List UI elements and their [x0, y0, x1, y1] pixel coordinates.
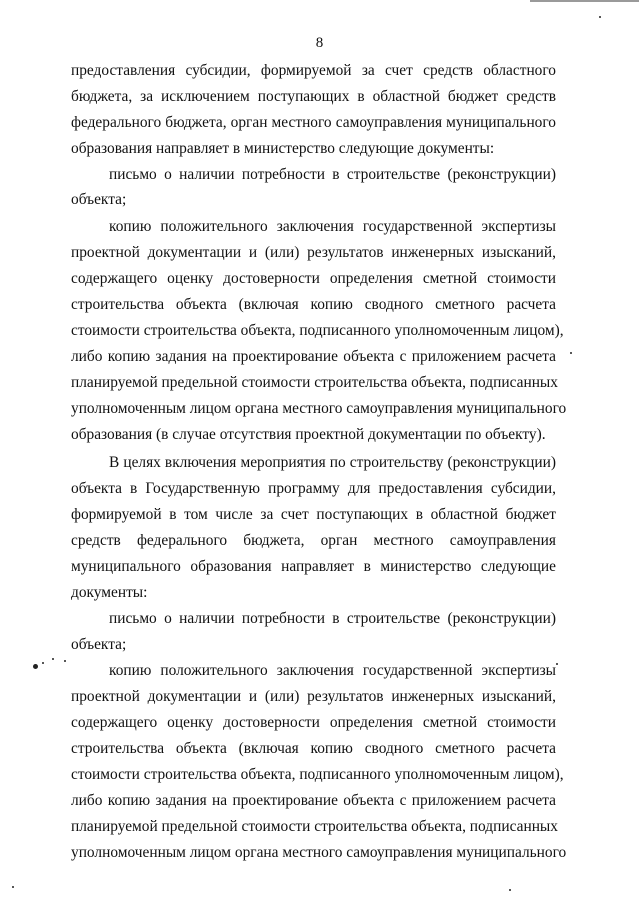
text-line: письмо о наличии потребности в строительстве (реконструкции): [109, 166, 556, 183]
scan-speck: [570, 352, 572, 354]
scan-speck: [556, 663, 558, 665]
text-line: федерального бюджета, орган местного самоуправления муниципального: [71, 114, 556, 131]
text-line: объекта;: [71, 636, 127, 653]
page-number: 8: [315, 35, 324, 51]
text-line: средств федерального бюджета, орган местного самоуправления: [71, 532, 556, 549]
text-line: документы:: [71, 584, 148, 601]
text-line: уполномоченным лицом органа местного самоуправления муниципального: [71, 844, 567, 861]
text-line: содержащего оценку достоверности определения сметной стоимости: [71, 270, 556, 287]
scan-speck: [599, 16, 601, 18]
text-line: объекта в Государственную программу для предоставления субсидии,: [71, 480, 556, 497]
text-line: объекта;: [71, 191, 127, 208]
text-line: содержащего оценку достоверности определения сметной стоимости: [71, 714, 556, 731]
text-line: копию положительного заключения государственной экспертизы: [109, 662, 556, 679]
text-line: образования (в случае отсутствия проектной документации по объекту).: [71, 426, 546, 443]
text-line: планируемой предельной стоимости строительства объекта, подписанных: [71, 374, 558, 391]
text-line: либо копию задания на проектирование объекта с приложением расчета: [71, 348, 556, 365]
text-line: муниципального образования направляет в министерство следующие: [71, 558, 556, 575]
text-line: формируемой в том числе за счет поступающих в областной бюджет: [71, 506, 556, 523]
text-line: бюджета, за исключением поступающих в областной бюджет средств: [71, 88, 556, 105]
text-line: копию положительного заключения государственной экспертизы: [109, 218, 556, 235]
text-line: планируемой предельной стоимости строительства объекта, подписанных: [71, 818, 558, 835]
text-line: письмо о наличии потребности в строительстве (реконструкции): [109, 610, 556, 627]
scan-speck: [64, 660, 66, 662]
text-line: строительства объекта (включая копию сводного сметного расчета: [71, 296, 556, 313]
text-line: уполномоченным лицом органа местного самоуправления муниципального: [71, 400, 567, 417]
scan-speck: [509, 889, 511, 891]
text-line: проектной документации и (или) результатов инженерных изысканий,: [71, 244, 556, 261]
scan-speck: [33, 664, 38, 669]
text-line: стоимости строительства объекта, подписанного уполномоченным лицом),: [71, 322, 564, 339]
scan-edge-rule: [530, 0, 639, 2]
text-line: проектной документации и (или) результатов инженерных изысканий,: [71, 688, 556, 705]
scan-speck: [52, 658, 54, 660]
text-line: образования направляет в министерство следующие документы:: [71, 140, 495, 157]
text-line: либо копию задания на проектирование объекта с приложением расчета: [71, 792, 556, 809]
scan-speck: [12, 886, 14, 888]
text-line: предоставления субсидии, формируемой за счет средств областного: [71, 62, 556, 79]
scan-speck: [42, 662, 44, 664]
text-line: стоимости строительства объекта, подписанного уполномоченным лицом),: [71, 766, 564, 783]
text-line: строительства объекта (включая копию сводного сметного расчета: [71, 740, 556, 757]
text-line: В целях включения мероприятия по строительству (реконструкции): [109, 454, 556, 471]
